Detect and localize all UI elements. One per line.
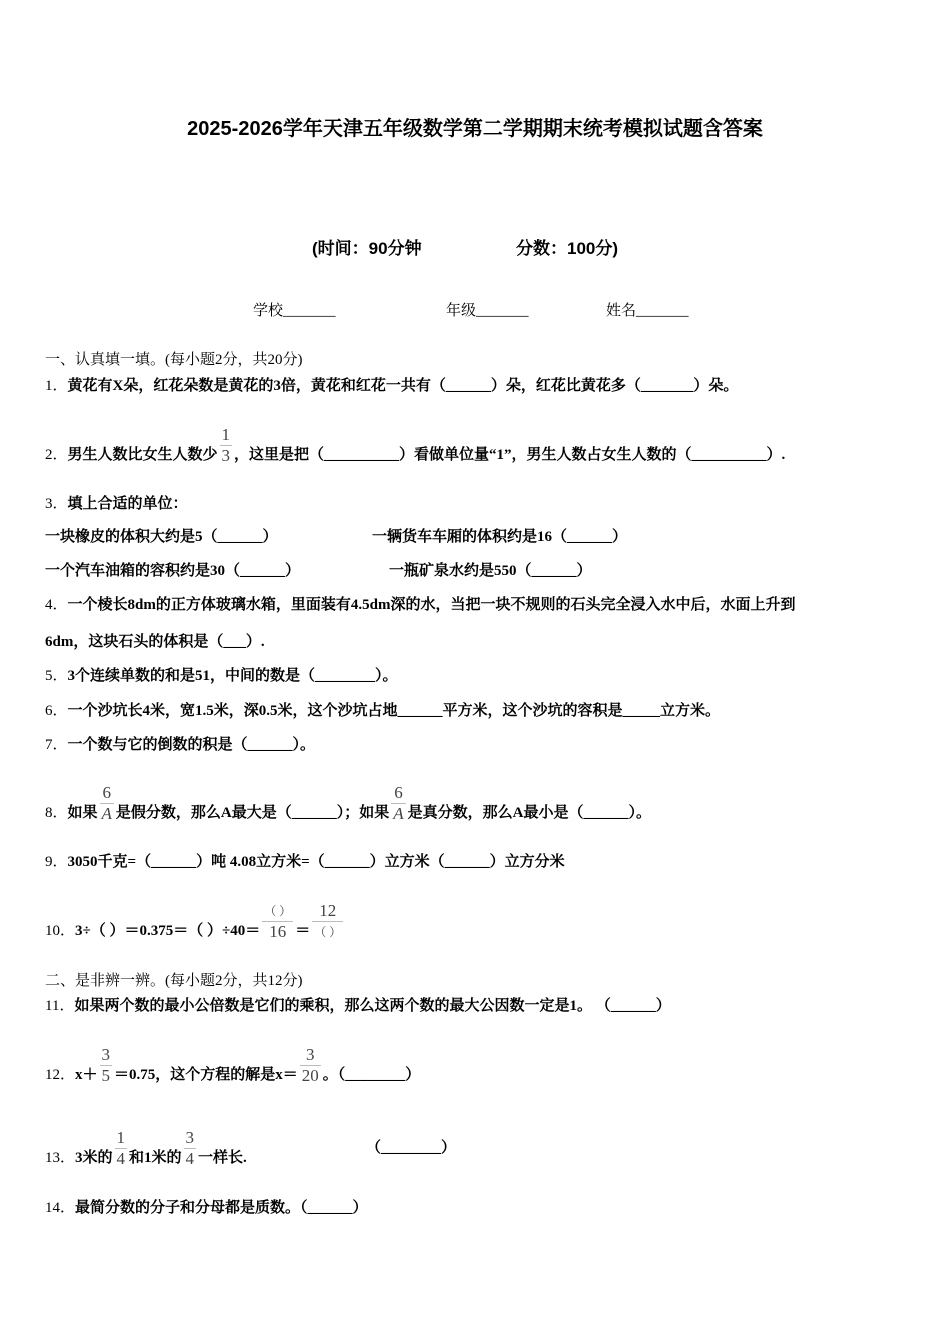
question-text: 3米的 <box>75 1149 113 1166</box>
question-7 <box>45 735 315 755</box>
question-10 <box>45 901 345 952</box>
question-text: 是假分数，那么A最大是（______）；如果 <box>115 804 390 821</box>
question-text: 一个棱长8dm的正方体玻璃水箱，里面装有4.5dm深的水，当把一块不规则的石头完全浸入水中后，水面上升到 <box>67 597 796 613</box>
question-text: 一个数与它的倒数的积是（______）。 <box>67 737 316 753</box>
page-title: 2025-2026学年天津五年级数学第二学期期末统考模拟试题含答案 <box>187 118 763 140</box>
denominator: A <box>393 804 404 823</box>
question-text: ＝0.75，这个方程的解是x＝ <box>114 1066 298 1083</box>
question-number: 6． <box>45 703 68 719</box>
exam-score: 分数：100分) <box>516 239 619 258</box>
question-4-cont: 6dm，这块石头的体积是（___）. <box>45 634 265 650</box>
question-text: 黄花有X朵，红花朵数是黄花的3倍，黄花和红花一共有（______）朵，红花比黄花多（_______）朵。 <box>67 378 739 394</box>
question-number: 14． <box>45 1200 76 1216</box>
fraction <box>184 1128 197 1169</box>
numerator: 6 <box>391 783 405 804</box>
question-text: 3÷（ ）＝0.375＝（ ）÷40＝ <box>75 922 261 939</box>
question-3-item: 一块橡皮的体积大约是5（______） <box>45 529 278 545</box>
question-text: 和1米的 <box>129 1149 182 1166</box>
question-number: 5． <box>45 668 68 684</box>
numerator: 1 <box>116 1128 126 1147</box>
question-number: 12． <box>45 1066 76 1083</box>
section-2-heading: 二、是非辨一辨。(每小题2分，共12分) <box>45 973 303 989</box>
fraction <box>391 783 405 824</box>
question-text: 如果 <box>67 804 98 821</box>
exam-time: (时间：90分钟 <box>312 239 422 258</box>
question-1 <box>45 376 738 396</box>
question-number: 1． <box>45 378 68 394</box>
fraction <box>100 1045 113 1086</box>
numerator: 3 <box>101 1045 111 1064</box>
numerator: 3 <box>300 1045 321 1066</box>
question-text: 填上合适的单位： <box>67 496 188 512</box>
denominator: 5 <box>101 1066 111 1085</box>
school-field[interactable]: 学校_______ <box>253 303 336 319</box>
numerator: 12 <box>312 901 343 922</box>
question-number: 4． <box>45 597 68 613</box>
grade-field[interactable]: 年级_______ <box>446 303 529 319</box>
question-number: 2． <box>45 446 68 463</box>
question-14 <box>45 1198 368 1218</box>
fraction <box>220 425 233 466</box>
name-field[interactable]: 姓名_______ <box>606 303 689 319</box>
question-5 <box>45 666 398 686</box>
question-text: 一样长. <box>198 1149 247 1166</box>
question-text: 如果两个数的最小公倍数是它们的乘积，那么这两个数的最大公因数一定是1。 （______） <box>74 998 671 1014</box>
denominator: 3 <box>221 446 231 465</box>
denominator: （ ） <box>314 925 342 939</box>
question-number: 3． <box>45 496 68 512</box>
fraction <box>100 783 114 824</box>
question-number: 13． <box>45 1149 76 1166</box>
question-3 <box>45 494 188 514</box>
question-4 <box>45 595 795 615</box>
question-12 <box>45 1045 421 1096</box>
fraction <box>262 901 293 942</box>
numerator: 6 <box>100 783 114 804</box>
question-number: 11． <box>45 998 75 1014</box>
denominator: 20 <box>301 1066 319 1085</box>
question-3-item: 一辆货车车厢的体积约是16（______） <box>372 529 628 545</box>
question-number: 9． <box>45 854 68 870</box>
denominator: 16 <box>269 922 287 941</box>
question-2 <box>45 425 786 476</box>
question-text: 最简分数的分子和分母都是质数。（______） <box>75 1200 368 1216</box>
denominator: 4 <box>116 1149 126 1168</box>
numerator: （ ） <box>262 901 293 922</box>
numerator: 1 <box>221 425 231 444</box>
fraction <box>312 901 343 942</box>
question-3-item: 一瓶矿泉水约是550（______） <box>389 563 592 579</box>
question-text: 是真分数，那么A最小是（______）。 <box>407 804 651 821</box>
question-text: x＋ <box>75 1066 98 1083</box>
denominator: 4 <box>185 1149 195 1168</box>
question-number: 8． <box>45 804 68 821</box>
question-text: 男生人数比女生人数少 <box>67 446 218 463</box>
fraction <box>300 1045 321 1086</box>
question-text: ＝ <box>295 922 311 939</box>
question-text: ，这里是把（__________）看做单位量“1”，男生人数占女生人数的（__________）. <box>234 446 786 463</box>
fraction <box>115 1128 128 1169</box>
denominator: A <box>101 804 112 823</box>
section-1-heading: 一、认真填一填。(每小题2分，共20分) <box>45 352 303 368</box>
question-text: 。（________） <box>322 1066 421 1083</box>
question-9 <box>45 852 565 872</box>
question-11 <box>45 996 671 1016</box>
question-text: 一个沙坑长4米，宽1.5米，深0.5米，这个沙坑占地______平方米，这个沙坑的容积是_____立方米。 <box>67 703 721 719</box>
question-3-item: 一个汽车油箱的容积约是30（______） <box>45 563 301 579</box>
question-13-answer-blank: （________） <box>366 1140 457 1156</box>
question-number: 10． <box>45 922 76 939</box>
question-text: 3050千克=（______）吨 4.08立方米=（______）立方米（______）立方分米 <box>67 854 565 870</box>
question-6 <box>45 701 720 721</box>
question-number: 7． <box>45 737 68 753</box>
question-text: 3个连续单数的和是51，中间的数是（________）。 <box>67 668 398 684</box>
numerator: 3 <box>185 1128 195 1147</box>
question-8 <box>45 783 651 834</box>
question-13 <box>45 1128 247 1179</box>
